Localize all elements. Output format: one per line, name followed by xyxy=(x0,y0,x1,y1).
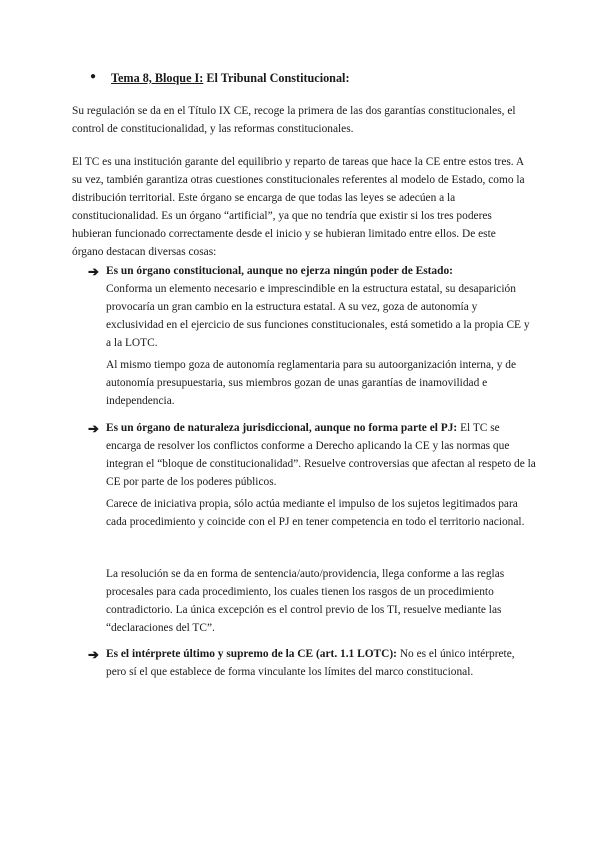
arrow-bullet-icon: ➔ xyxy=(88,647,99,662)
heading-title-rest: El Tribunal Constitucional: xyxy=(203,71,350,85)
list-item-bold: Es un órgano constitucional, aunque no ejerza ningún poder de Estado: xyxy=(106,265,453,277)
list-item-subparagraph: Carece de iniciativa propia, sólo actúa mediante el impulso de los sujetos legitimados para cada procedimiento y coincide con el PJ en tener competencia en todo el territorio nacional. xyxy=(106,498,525,528)
arrow-bullet-icon: ➔ xyxy=(88,264,99,279)
bullet-icon: ● xyxy=(90,71,97,82)
list-item-bold: Es el intérprete último y supremo de la CE (art. 1.1 LOTC): xyxy=(106,648,397,660)
list-item-body: El TC se encarga de resolver los conflictos conforme a Derecho aplicando la CE y las normas que integran el “bloque de constitucionalidad”. Resuelve controversias que afectan al respeto de la CE por parte de los poderes públicos. xyxy=(106,422,536,488)
list-item-subparagraph: La resolución se da en forma de sentencia/auto/providencia, llega conforme a las reglas procesales para cada procedimiento, los cuales tienen los rasgos de un procedimiento contradictorio. La única excepción es el control previo de los TI, resuelve mediante las “declaraciones del TC”. xyxy=(106,568,505,634)
intro-paragraph: Su regulación se da en el Título IX CE, recoge la primera de las dos garantías constitucionales, el control de constitucionalidad, y las reformas constitucionales. xyxy=(72,105,516,135)
list-item-body: No es el único intérprete, pero sí el que establece de forma vinculante los límites del marco constitucional. xyxy=(106,648,515,678)
tc-description-paragraph: El TC es una institución garante del equilibrio y reparto de tareas que hace la CE entre estos tres. A su vez, también garantiza otras cuestiones constitucionales referentes al modelo de Estado, como la distribución territorial. Este órgano se encarga de que todas las leyes se adecúen a la constitucionalidad. Es un órgano “artificial”, ya que no tendría que existir si los tres poderes hubieran funcionado correctamente desde el inicio y se hubieran limitado entre ellos. De este órgano destacan diversas cosas: xyxy=(72,156,525,258)
heading-title-underlined: Tema 8, Bloque I: xyxy=(111,71,204,85)
arrow-bullet-icon: ➔ xyxy=(88,421,99,436)
heading-title xyxy=(111,71,350,86)
list-item-bold: Es un órgano de naturaleza jurisdiccional, aunque no forma parte el PJ: xyxy=(106,422,458,434)
list-item-body: Conforma un elemento necesario e imprescindible en la estructura estatal, su desaparición provocaría un gran cambio en la estructura estatal. A su vez, goza de autonomía y exclusividad en el ejercicio de sus funciones constitucionales, está sometido a la propia CE y a la LOTC. xyxy=(106,282,530,349)
list-item-text xyxy=(106,420,536,492)
list-item-text xyxy=(106,646,536,682)
list-item-subparagraph: Al mismo tiempo goza de autonomía reglamentaria para su autoorganización interna, y de autonomía presupuestaria, sus miembros gozan de unas garantías de inamovilidad e independencia. xyxy=(106,359,517,407)
list-item-text xyxy=(106,263,536,353)
